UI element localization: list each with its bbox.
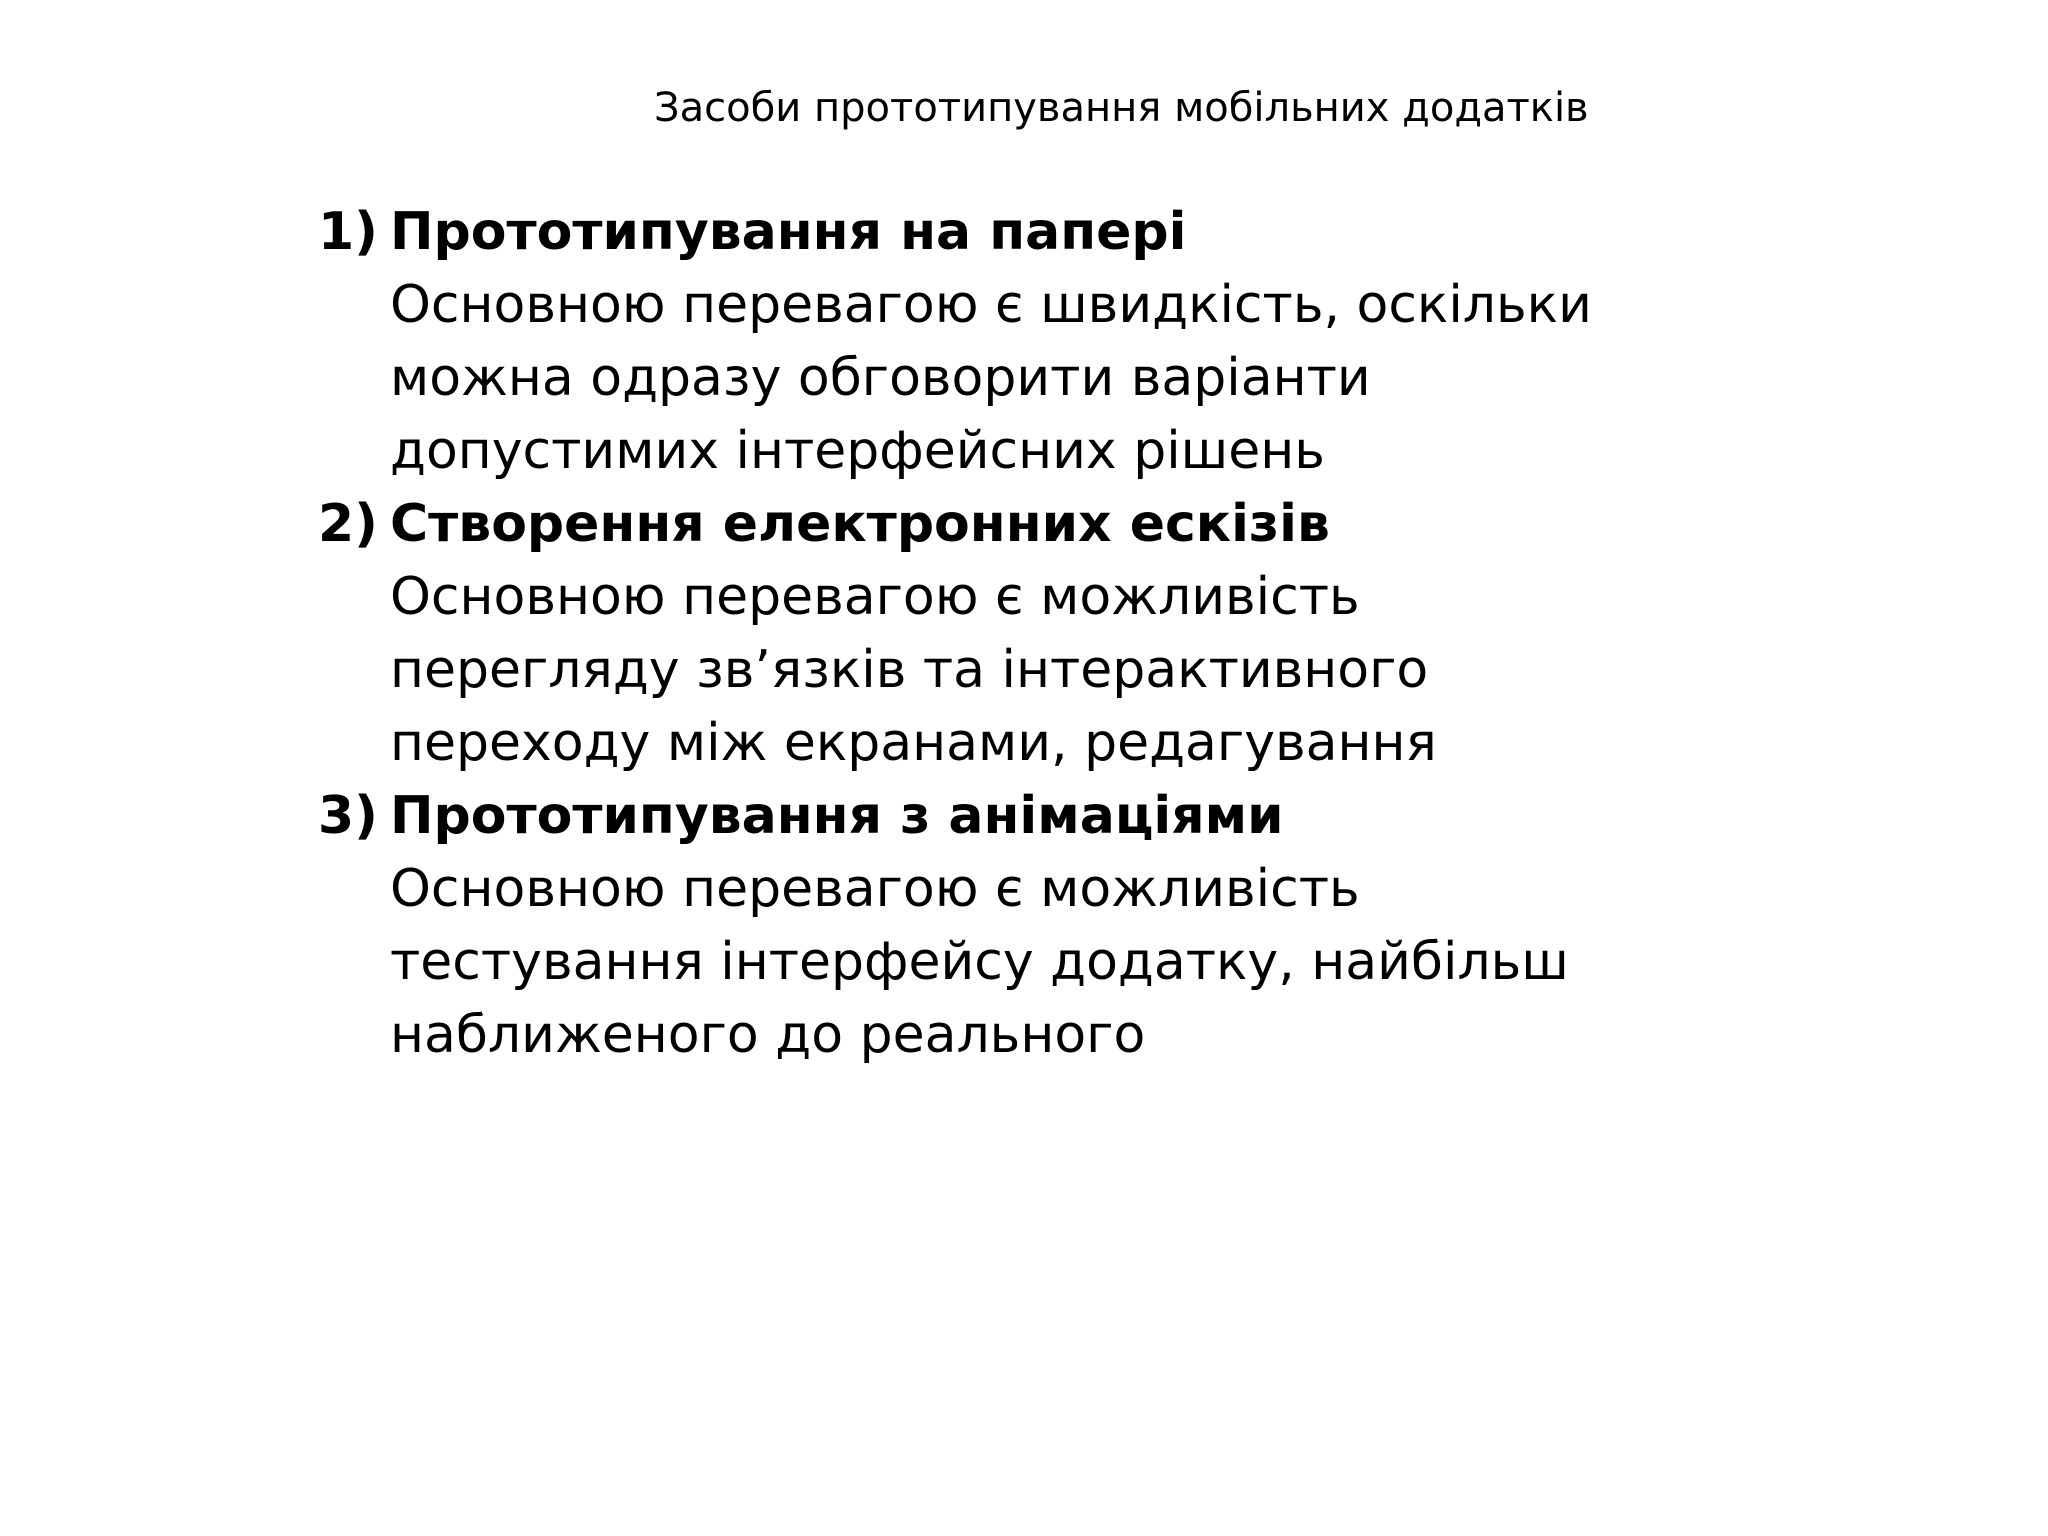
item-heading: Створення електронних ескізів xyxy=(390,494,1330,554)
item-number: 3) xyxy=(318,786,378,846)
numbered-list xyxy=(318,196,1838,1072)
item-heading: Прототипування на папері xyxy=(390,202,1187,262)
item-description-line: перегляду зв’язків та інтерактивного xyxy=(390,640,1429,700)
item-number: 1) xyxy=(318,202,378,262)
item-description-line: можна одразу обговорити варіанти xyxy=(390,348,1371,408)
item-description-line: наближеного до реального xyxy=(390,1005,1146,1065)
item-description-line: Основною перевагою є можливість xyxy=(390,567,1360,627)
item-description-line: допустимих інтерфейсних рішень xyxy=(390,421,1325,481)
list-item xyxy=(318,780,1838,1072)
slide-title: Засоби прототипування мобільних додатків xyxy=(654,85,1589,131)
item-description-line: тестування інтерфейсу додатку, найбільш xyxy=(390,932,1569,992)
list-item xyxy=(318,488,1838,780)
list-item xyxy=(318,196,1838,488)
item-description-line: Основною перевагою є можливість xyxy=(390,859,1360,919)
item-heading: Прототипування з анімаціями xyxy=(390,786,1284,846)
item-description-line: переходу між екранами, редагування xyxy=(390,713,1437,773)
item-number: 2) xyxy=(318,494,378,554)
item-description-line: Основною перевагою є швидкість, оскільки xyxy=(390,275,1592,335)
